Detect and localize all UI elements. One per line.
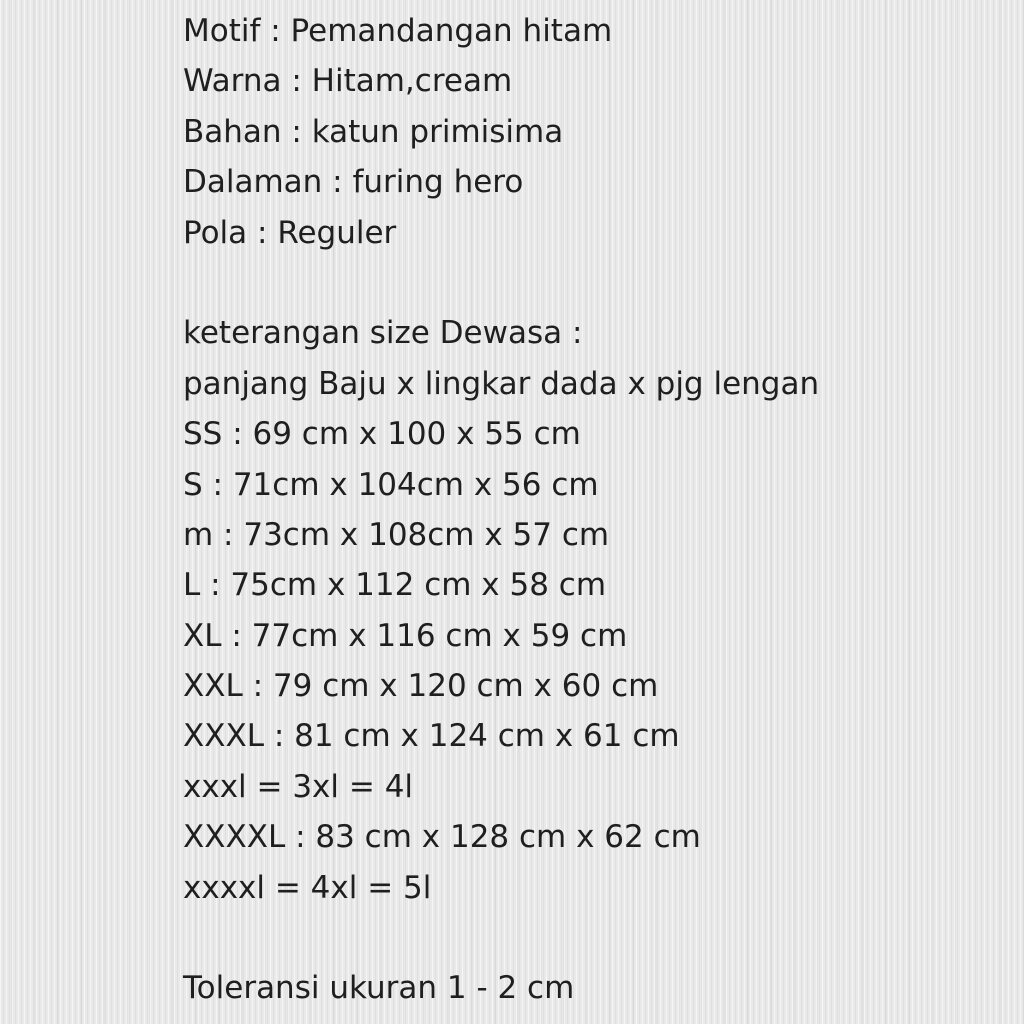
size-row-xxl: XXL : 79 cm x 120 cm x 60 cm: [183, 668, 659, 705]
size-columns: panjang Baju x lingkar dada x pjg lengan: [183, 365, 820, 402]
size-row-ss: SS : 69 cm x 100 x 55 cm: [183, 416, 581, 453]
size-note-xxxl: xxxl = 3xl = 4l: [183, 768, 414, 805]
spacer: [183, 258, 1003, 308]
pola-line: Pola : Reguler: [183, 214, 397, 251]
bahan-line: Bahan : katun primisima: [183, 113, 564, 150]
size-row-l: L : 75cm x 112 cm x 58 cm: [183, 567, 607, 604]
size-note-xxxxl: xxxxl = 4xl = 5l: [183, 869, 432, 906]
size-row-xxxxl: XXXXL : 83 cm x 128 cm x 62 cm: [183, 819, 701, 856]
dalaman-line: Dalaman : furing hero: [183, 164, 524, 201]
size-row-xl: XL : 77cm x 116 cm x 59 cm: [183, 617, 628, 654]
product-description: [183, 6, 1003, 1014]
spacer: [183, 913, 1003, 963]
size-row-m: m : 73cm x 108cm x 57 cm: [183, 516, 610, 553]
tolerance-line: Toleransi ukuran 1 - 2 cm: [183, 970, 575, 1007]
warna-line: Warna : Hitam,cream: [183, 63, 513, 100]
size-row-xxxl: XXXL : 81 cm x 124 cm x 61 cm: [183, 718, 680, 755]
size-row-s: S : 71cm x 104cm x 56 cm: [183, 466, 599, 503]
size-heading: keterangan size Dewasa :: [183, 315, 583, 352]
motif-line: Motif : Pemandangan hitam: [183, 13, 613, 49]
